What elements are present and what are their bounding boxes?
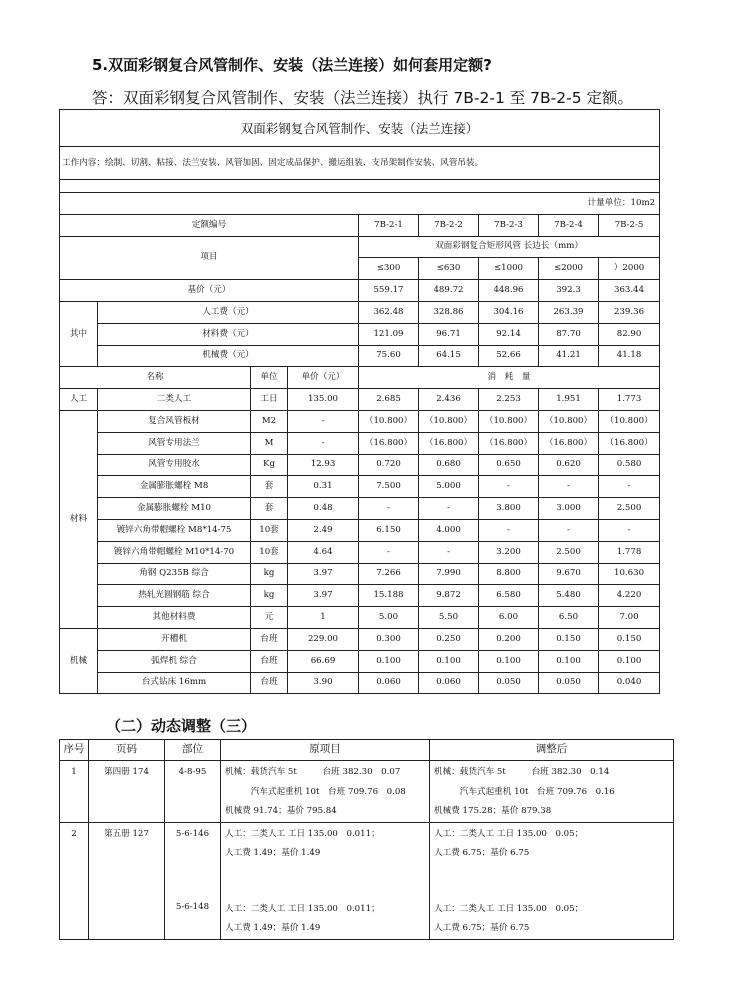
consumption-value: 7.266 bbox=[359, 563, 419, 585]
row-number: 2 bbox=[60, 822, 89, 939]
resource-name: 二类人工 bbox=[98, 389, 251, 411]
consumption-value: 5.50 bbox=[419, 607, 479, 629]
resource-row bbox=[60, 476, 660, 498]
consumption-value: 0.100 bbox=[359, 650, 419, 672]
consumption-value: 0.050 bbox=[479, 672, 539, 694]
consumption-value: 4.220 bbox=[599, 585, 660, 607]
consumption-value: 2.436 bbox=[419, 389, 479, 411]
resource-price: 3.97 bbox=[288, 585, 359, 607]
spacer bbox=[225, 882, 427, 900]
machine-cost: 75.60 bbox=[359, 345, 419, 367]
resource-unit: M bbox=[251, 432, 288, 454]
consumption-value: （10.800） bbox=[479, 410, 539, 432]
consumption-value: （16.800） bbox=[539, 432, 599, 454]
consumption-value: （16.800） bbox=[479, 432, 539, 454]
resource-row bbox=[60, 563, 660, 585]
consumption-value: 0.100 bbox=[419, 650, 479, 672]
machine-cost: 52.66 bbox=[479, 345, 539, 367]
base-price: 363.44 bbox=[599, 280, 660, 302]
section-subtitle: （二）动态调整（三） bbox=[106, 717, 257, 735]
resource-price: 135.00 bbox=[288, 389, 359, 411]
location-cell bbox=[165, 822, 221, 939]
group-label: 材料 bbox=[60, 410, 98, 628]
base-price: 489.72 bbox=[419, 280, 479, 302]
consumption-value: 0.050 bbox=[539, 672, 599, 694]
resource-row bbox=[60, 389, 660, 411]
size-range: ≤300 bbox=[359, 258, 419, 280]
machine-cost-label: 机械费（元） bbox=[98, 345, 359, 367]
resource-row bbox=[60, 410, 660, 432]
resource-unit: M2 bbox=[251, 410, 288, 432]
page-ref: 第四册 174 bbox=[89, 761, 165, 823]
original-line: 人工费 1.49；基价 1.49 bbox=[225, 848, 321, 858]
adjusted-line: 人工：二类人工 工日 135.00 0.05； bbox=[434, 828, 584, 839]
resource-name: 热轧光圆钢筋 综合 bbox=[98, 585, 251, 607]
consumption-value: 9.670 bbox=[539, 563, 599, 585]
location-code: 4-8-95 bbox=[178, 767, 207, 777]
item-desc: 双面彩钢复合矩形风管 长边长（mm） bbox=[359, 236, 660, 258]
resource-row bbox=[60, 519, 660, 541]
page-ref: 第五册 127 bbox=[89, 822, 165, 939]
resource-row bbox=[60, 432, 660, 454]
consumption-value: 7.00 bbox=[599, 607, 660, 629]
consumption-value: 5.000 bbox=[419, 476, 479, 498]
consumption-value: - bbox=[419, 541, 479, 563]
resource-name: 弧焊机 综合 bbox=[98, 650, 251, 672]
resource-unit: 台班 bbox=[251, 650, 288, 672]
quota-code: 7B-2-2 bbox=[419, 214, 479, 236]
consumption-value: 0.680 bbox=[419, 454, 479, 476]
quota-code: 7B-2-1 bbox=[359, 214, 419, 236]
consumption-value: 5.00 bbox=[359, 607, 419, 629]
adjust-header: 原项目 bbox=[221, 740, 430, 761]
spacer bbox=[167, 880, 218, 898]
original-line: 机械费 91.74；基价 795.84 bbox=[225, 806, 337, 816]
col-unit-header: 单位 bbox=[251, 367, 288, 389]
base-price: 392.3 bbox=[539, 280, 599, 302]
resource-price: 0.48 bbox=[288, 498, 359, 520]
consumption-value: 1.773 bbox=[599, 389, 660, 411]
resource-unit: 套 bbox=[251, 498, 288, 520]
resource-unit: 台班 bbox=[251, 672, 288, 694]
resource-unit: 元 bbox=[251, 607, 288, 629]
of-which-label: 其中 bbox=[60, 301, 98, 366]
col-price-header: 单价（元） bbox=[288, 367, 359, 389]
resource-row bbox=[60, 585, 660, 607]
code-label: 定额编号 bbox=[60, 214, 359, 236]
spacer bbox=[434, 882, 671, 900]
machine-cost: 64.15 bbox=[419, 345, 479, 367]
col-consumption-header: 消 耗 量 bbox=[359, 367, 660, 389]
consumption-value: 0.300 bbox=[359, 628, 419, 650]
labor-cost-label: 人工费（元） bbox=[98, 301, 359, 323]
adjusted-line: 人工费 6.75；基价 6.75 bbox=[434, 923, 530, 933]
col-name-header: 名称 bbox=[60, 367, 251, 389]
consumption-value: 1.778 bbox=[599, 541, 660, 563]
resource-name: 风管专用胶水 bbox=[98, 454, 251, 476]
consumption-value: （10.800） bbox=[539, 410, 599, 432]
original-line: 机械：载货汽车 5t 台班 382.30 0.07 bbox=[225, 767, 401, 777]
consumption-value: 0.650 bbox=[479, 454, 539, 476]
consumption-value: - bbox=[359, 498, 419, 520]
resource-name: 台式钻床 16mm bbox=[98, 672, 251, 694]
consumption-value: 8.800 bbox=[479, 563, 539, 585]
consumption-value: - bbox=[479, 476, 539, 498]
group-label: 机械 bbox=[60, 628, 98, 693]
resource-unit: 10套 bbox=[251, 541, 288, 563]
consumption-value: 6.50 bbox=[539, 607, 599, 629]
resource-price: 1 bbox=[288, 607, 359, 629]
resource-price: 2.49 bbox=[288, 519, 359, 541]
resource-name: 镀锌六角带帽螺栓 M10*14-70 bbox=[98, 541, 251, 563]
consumption-value: - bbox=[599, 476, 660, 498]
original-cell bbox=[221, 761, 430, 823]
consumption-value: - bbox=[539, 476, 599, 498]
consumption-value: - bbox=[359, 541, 419, 563]
consumption-value: - bbox=[419, 498, 479, 520]
consumption-value: 1.951 bbox=[539, 389, 599, 411]
quota-table-title: 双面彩钢复合风管制作、安装（法兰连接） bbox=[60, 110, 660, 147]
consumption-value: 0.100 bbox=[599, 650, 660, 672]
consumption-value: 0.620 bbox=[539, 454, 599, 476]
consumption-value: （16.800） bbox=[599, 432, 660, 454]
resource-name: 风管专用法兰 bbox=[98, 432, 251, 454]
base-price-label: 基价（元） bbox=[60, 280, 359, 302]
consumption-value: 2.500 bbox=[599, 498, 660, 520]
material-cost: 121.09 bbox=[359, 323, 419, 345]
adjusted-cell bbox=[430, 761, 674, 823]
size-range: ）2000 bbox=[599, 258, 660, 280]
resource-name: 角钢 Q235B 综合 bbox=[98, 563, 251, 585]
machine-cost: 41.18 bbox=[599, 345, 660, 367]
spacer bbox=[225, 864, 427, 882]
resource-row bbox=[60, 498, 660, 520]
original-line: 人工：二类人工 工日 135.00 0.011； bbox=[225, 903, 380, 914]
resource-price: 3.90 bbox=[288, 672, 359, 694]
size-range: ≤630 bbox=[419, 258, 479, 280]
consumption-value: 2.500 bbox=[539, 541, 599, 563]
adjusted-line: 机械费 175.28；基价 879.38 bbox=[434, 806, 552, 816]
adjusted-line: 人工费 6.75；基价 6.75 bbox=[434, 848, 530, 858]
quota-code: 7B-2-3 bbox=[479, 214, 539, 236]
measure-unit: 计量单位：10m2 bbox=[60, 193, 660, 215]
labor-cost: 328.86 bbox=[419, 301, 479, 323]
resource-price: 0.31 bbox=[288, 476, 359, 498]
consumption-value: 2.685 bbox=[359, 389, 419, 411]
adjusted-line: 机械：载货汽车 5t 台班 382.30 0.14 bbox=[434, 767, 610, 777]
resource-row bbox=[60, 672, 660, 694]
resource-row bbox=[60, 628, 660, 650]
adjust-header: 部位 bbox=[165, 740, 221, 761]
consumption-value: 0.060 bbox=[359, 672, 419, 694]
consumption-value: 3.800 bbox=[479, 498, 539, 520]
consumption-value: （10.800） bbox=[419, 410, 479, 432]
consumption-value: 0.100 bbox=[479, 650, 539, 672]
material-cost: 87.70 bbox=[539, 323, 599, 345]
adjusted-line: 人工：二类人工 工日 135.00 0.05； bbox=[434, 903, 584, 914]
original-line: 人工费 1.49；基价 1.49 bbox=[225, 923, 321, 933]
material-cost: 96.71 bbox=[419, 323, 479, 345]
resource-row bbox=[60, 541, 660, 563]
consumption-value: 15.188 bbox=[359, 585, 419, 607]
resource-price: 229.00 bbox=[288, 628, 359, 650]
consumption-value: 7.500 bbox=[359, 476, 419, 498]
size-range: ≤1000 bbox=[479, 258, 539, 280]
resource-unit: kg bbox=[251, 585, 288, 607]
consumption-value: 2.253 bbox=[479, 389, 539, 411]
adjust-header: 页码 bbox=[89, 740, 165, 761]
original-line: 人工：二类人工 工日 135.00 0.011； bbox=[225, 828, 380, 839]
location-cell bbox=[165, 761, 221, 823]
consumption-value: 0.150 bbox=[599, 628, 660, 650]
consumption-value: （16.800） bbox=[419, 432, 479, 454]
resource-name: 其他材料费 bbox=[98, 607, 251, 629]
resource-name: 开槽机 bbox=[98, 628, 251, 650]
consumption-value: 0.580 bbox=[599, 454, 660, 476]
adjust-row bbox=[60, 822, 674, 939]
consumption-value: 7.990 bbox=[419, 563, 479, 585]
resource-unit: 台班 bbox=[251, 628, 288, 650]
consumption-value: 0.040 bbox=[599, 672, 660, 694]
resource-name: 金属膨胀螺栓 M10 bbox=[98, 498, 251, 520]
adjust-table bbox=[59, 739, 674, 940]
consumption-value: 6.580 bbox=[479, 585, 539, 607]
material-cost: 92.14 bbox=[479, 323, 539, 345]
resource-price: 3.97 bbox=[288, 563, 359, 585]
consumption-value: （10.800） bbox=[359, 410, 419, 432]
material-cost: 82.90 bbox=[599, 323, 660, 345]
adjusted-cell bbox=[430, 822, 674, 939]
consumption-value: 5.480 bbox=[539, 585, 599, 607]
resource-name: 复合风管板材 bbox=[98, 410, 251, 432]
resource-row bbox=[60, 607, 660, 629]
resource-unit: Kg bbox=[251, 454, 288, 476]
blank-row bbox=[60, 180, 660, 193]
resource-name: 镀锌六角带帽螺栓 M8*14-75 bbox=[98, 519, 251, 541]
resource-row bbox=[60, 650, 660, 672]
spacer bbox=[167, 844, 218, 862]
answer-text: 答：双面彩钢复合风管制作、安装（法兰连接）执行 7B-2-1 至 7B-2-5 定额。 bbox=[92, 89, 634, 107]
resource-price: 12.93 bbox=[288, 454, 359, 476]
quota-code: 7B-2-4 bbox=[539, 214, 599, 236]
material-cost-label: 材料费（元） bbox=[98, 323, 359, 345]
consumption-value: 3.200 bbox=[479, 541, 539, 563]
labor-cost: 263.39 bbox=[539, 301, 599, 323]
consumption-value: 0.250 bbox=[419, 628, 479, 650]
resource-price: - bbox=[288, 432, 359, 454]
quota-code: 7B-2-5 bbox=[599, 214, 660, 236]
item-label: 项目 bbox=[60, 236, 359, 280]
resource-unit: 套 bbox=[251, 476, 288, 498]
adjusted-line: 汽车式起重机 10t 台班 709.76 0.16 bbox=[434, 786, 615, 797]
labor-cost: 362.48 bbox=[359, 301, 419, 323]
size-range: ≤2000 bbox=[539, 258, 599, 280]
labor-cost: 304.16 bbox=[479, 301, 539, 323]
resource-price: - bbox=[288, 410, 359, 432]
original-cell bbox=[221, 822, 430, 939]
consumption-value: 0.100 bbox=[539, 650, 599, 672]
resource-row bbox=[60, 454, 660, 476]
location-code: 5-6-148 bbox=[175, 902, 210, 912]
question-heading: 5.双面彩钢复合风管制作、安装（法兰连接）如何套用定额? bbox=[92, 56, 492, 74]
resource-unit: 10套 bbox=[251, 519, 288, 541]
row-number: 1 bbox=[60, 761, 89, 823]
spacer bbox=[434, 864, 671, 882]
resource-price: 4.64 bbox=[288, 541, 359, 563]
consumption-value: 0.200 bbox=[479, 628, 539, 650]
consumption-value: 4.000 bbox=[419, 519, 479, 541]
spacer bbox=[167, 862, 218, 880]
resource-unit: kg bbox=[251, 563, 288, 585]
work-content: 工作内容：绘制、切割、粘接、法兰安装、风管加固、固定成品保护、搬运组装、支吊架制作安装、风管吊装。 bbox=[60, 147, 660, 180]
labor-cost: 239.36 bbox=[599, 301, 660, 323]
base-price: 448.96 bbox=[479, 280, 539, 302]
quota-table bbox=[59, 109, 660, 694]
consumption-value: - bbox=[539, 519, 599, 541]
consumption-value: 9.872 bbox=[419, 585, 479, 607]
location-code: 5-6-146 bbox=[175, 828, 210, 839]
consumption-value: 6.150 bbox=[359, 519, 419, 541]
group-label: 人工 bbox=[60, 389, 98, 411]
consumption-value: 0.060 bbox=[419, 672, 479, 694]
consumption-value: 10.630 bbox=[599, 563, 660, 585]
resource-name: 金属膨胀螺栓 M8 bbox=[98, 476, 251, 498]
consumption-value: - bbox=[479, 519, 539, 541]
machine-cost: 41.21 bbox=[539, 345, 599, 367]
adjust-header: 调整后 bbox=[430, 740, 674, 761]
consumption-value: - bbox=[599, 519, 660, 541]
consumption-value: 0.150 bbox=[539, 628, 599, 650]
adjust-row bbox=[60, 761, 674, 823]
consumption-value: （10.800） bbox=[599, 410, 660, 432]
resource-unit: 工日 bbox=[251, 389, 288, 411]
consumption-value: （16.800） bbox=[359, 432, 419, 454]
original-line: 汽车式起重机 10t 台班 709.76 0.08 bbox=[225, 786, 406, 797]
base-price: 559.17 bbox=[359, 280, 419, 302]
consumption-value: 6.00 bbox=[479, 607, 539, 629]
resource-price: 66.69 bbox=[288, 650, 359, 672]
consumption-value: 0.720 bbox=[359, 454, 419, 476]
consumption-value: 3.000 bbox=[539, 498, 599, 520]
adjust-header: 序号 bbox=[60, 740, 89, 761]
